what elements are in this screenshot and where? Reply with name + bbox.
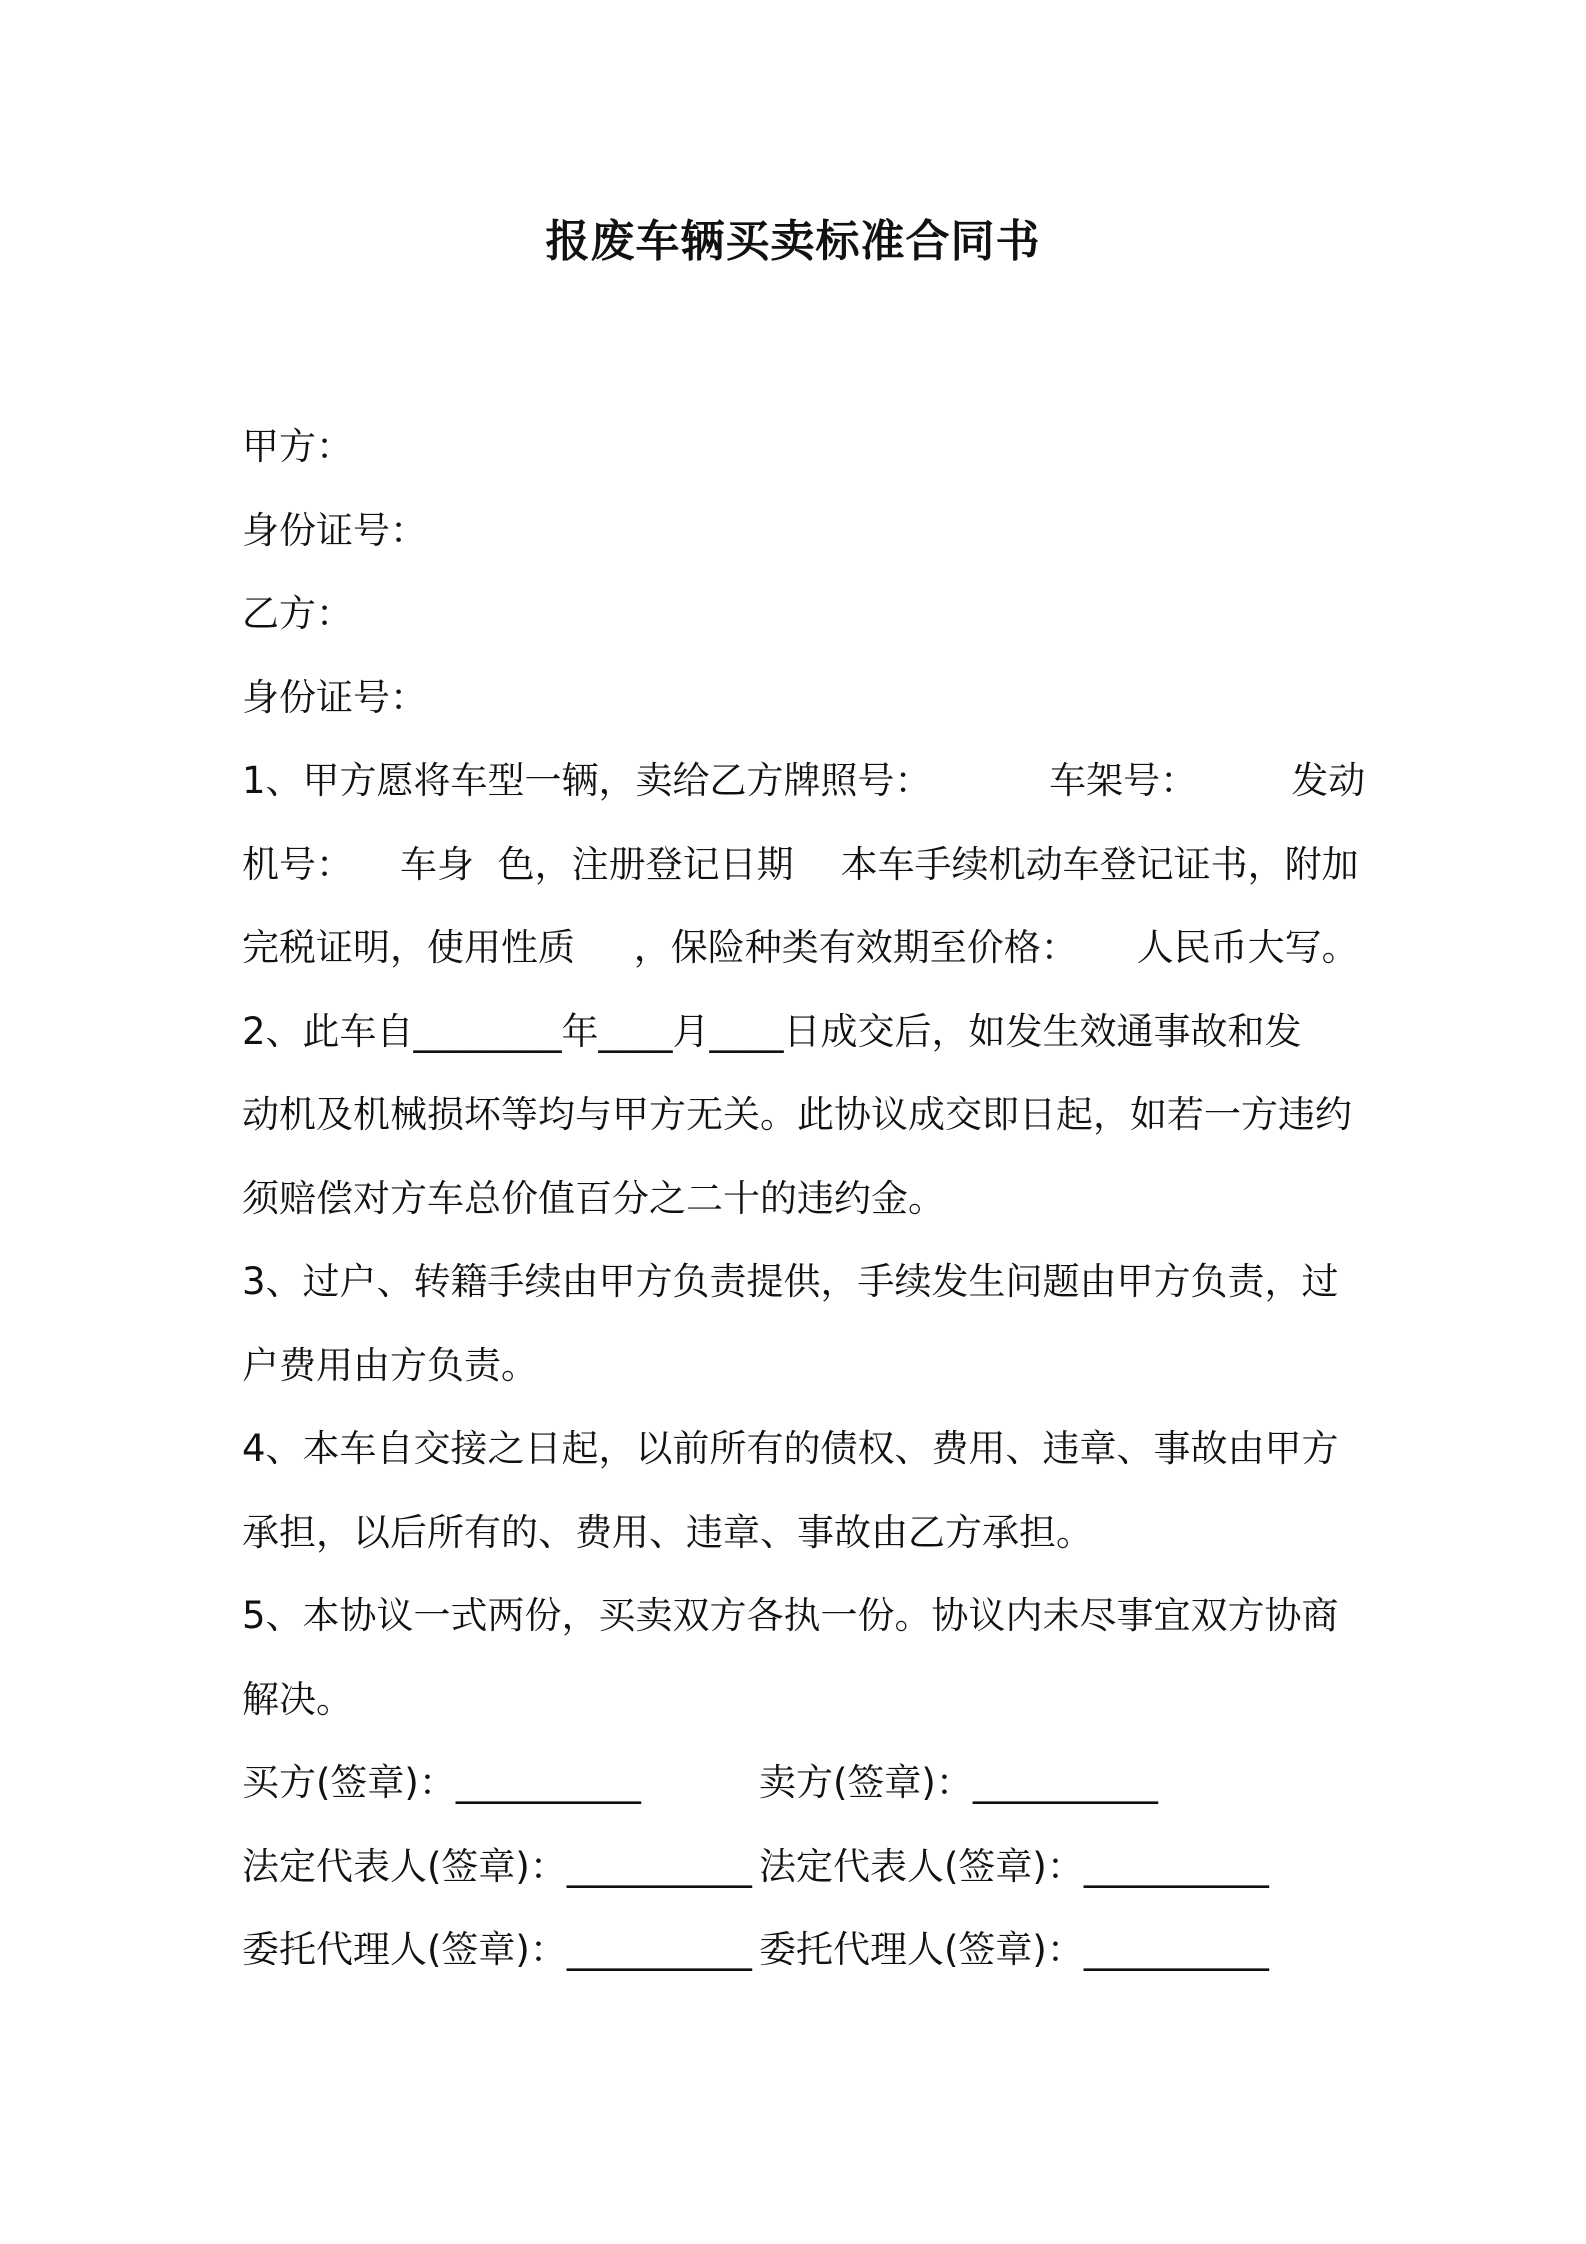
signature-row-buyer-seller: [242, 1741, 1362, 1825]
agent-signature-right: 委托代理人(签章)：__________: [759, 1928, 1269, 1971]
signature-row-legal-rep: [242, 1825, 1362, 1909]
clause-2-line-3: 须赔偿对方车总价值百分之二十的违约金。: [242, 1176, 945, 1220]
seller-signature: 卖方(签章)：__________: [759, 1761, 1158, 1804]
clause-2-line-2: 动机及机械损坏等均与甲方无关。此协议成交即日起，如若一方违约: [242, 1093, 1352, 1136]
clause-4-line-1: 4、本车自交接之日起，以前所有的债权、费用、违章、事故由甲方: [242, 1427, 1339, 1470]
clause-3-line-1: 3、过户、转籍手续由甲方负责提供，手续发生问题由甲方负责，过: [242, 1260, 1339, 1303]
clause-4-line-2: 承担，以后所有的、费用、违章、事故由乙方承担。: [242, 1510, 1093, 1554]
signature-row-agent: [242, 1908, 1362, 1992]
document-body: [242, 405, 1366, 1992]
clause-5-line-1: 5、本协议一式两份，买卖双方各执一份。协议内未尽事宜双方协商: [242, 1594, 1339, 1637]
clause-2-line-1: 2、此车自________年____月____日成交后，如发生效通事故和发: [242, 1009, 1302, 1053]
document-title: 报废车辆买卖标准合同书: [545, 216, 1041, 267]
buyer-signature: 买方(签章)：__________: [242, 1761, 641, 1804]
clause-1-line-3: 完税证明，使用性质 ，保险种类有效期至价格： 人民币大写。: [242, 926, 1359, 969]
legal-rep-signature-left: 法定代表人(签章)：__________: [242, 1844, 752, 1888]
party-b-id-label: 身份证号：: [242, 675, 427, 719]
party-a-id-label: 身份证号：: [242, 508, 427, 552]
clause-1-line-1: 1、甲方愿将车型一辆，卖给乙方牌照号： 车架号： 发动: [242, 759, 1366, 802]
agent-signature-left: 委托代理人(签章)：__________: [242, 1928, 752, 1971]
clause-1-line-2: 机号： 车身 色，注册登记日期 本车手续机动车登记证书，附加: [242, 842, 1359, 886]
party-b-label: 乙方：: [242, 592, 353, 635]
clause-5-line-2: 解决。: [242, 1677, 353, 1721]
clause-3-line-2: 户费用由方负责。: [242, 1343, 538, 1387]
party-a-label: 甲方：: [242, 425, 353, 468]
legal-rep-signature-right: 法定代表人(签章)：__________: [759, 1844, 1269, 1888]
